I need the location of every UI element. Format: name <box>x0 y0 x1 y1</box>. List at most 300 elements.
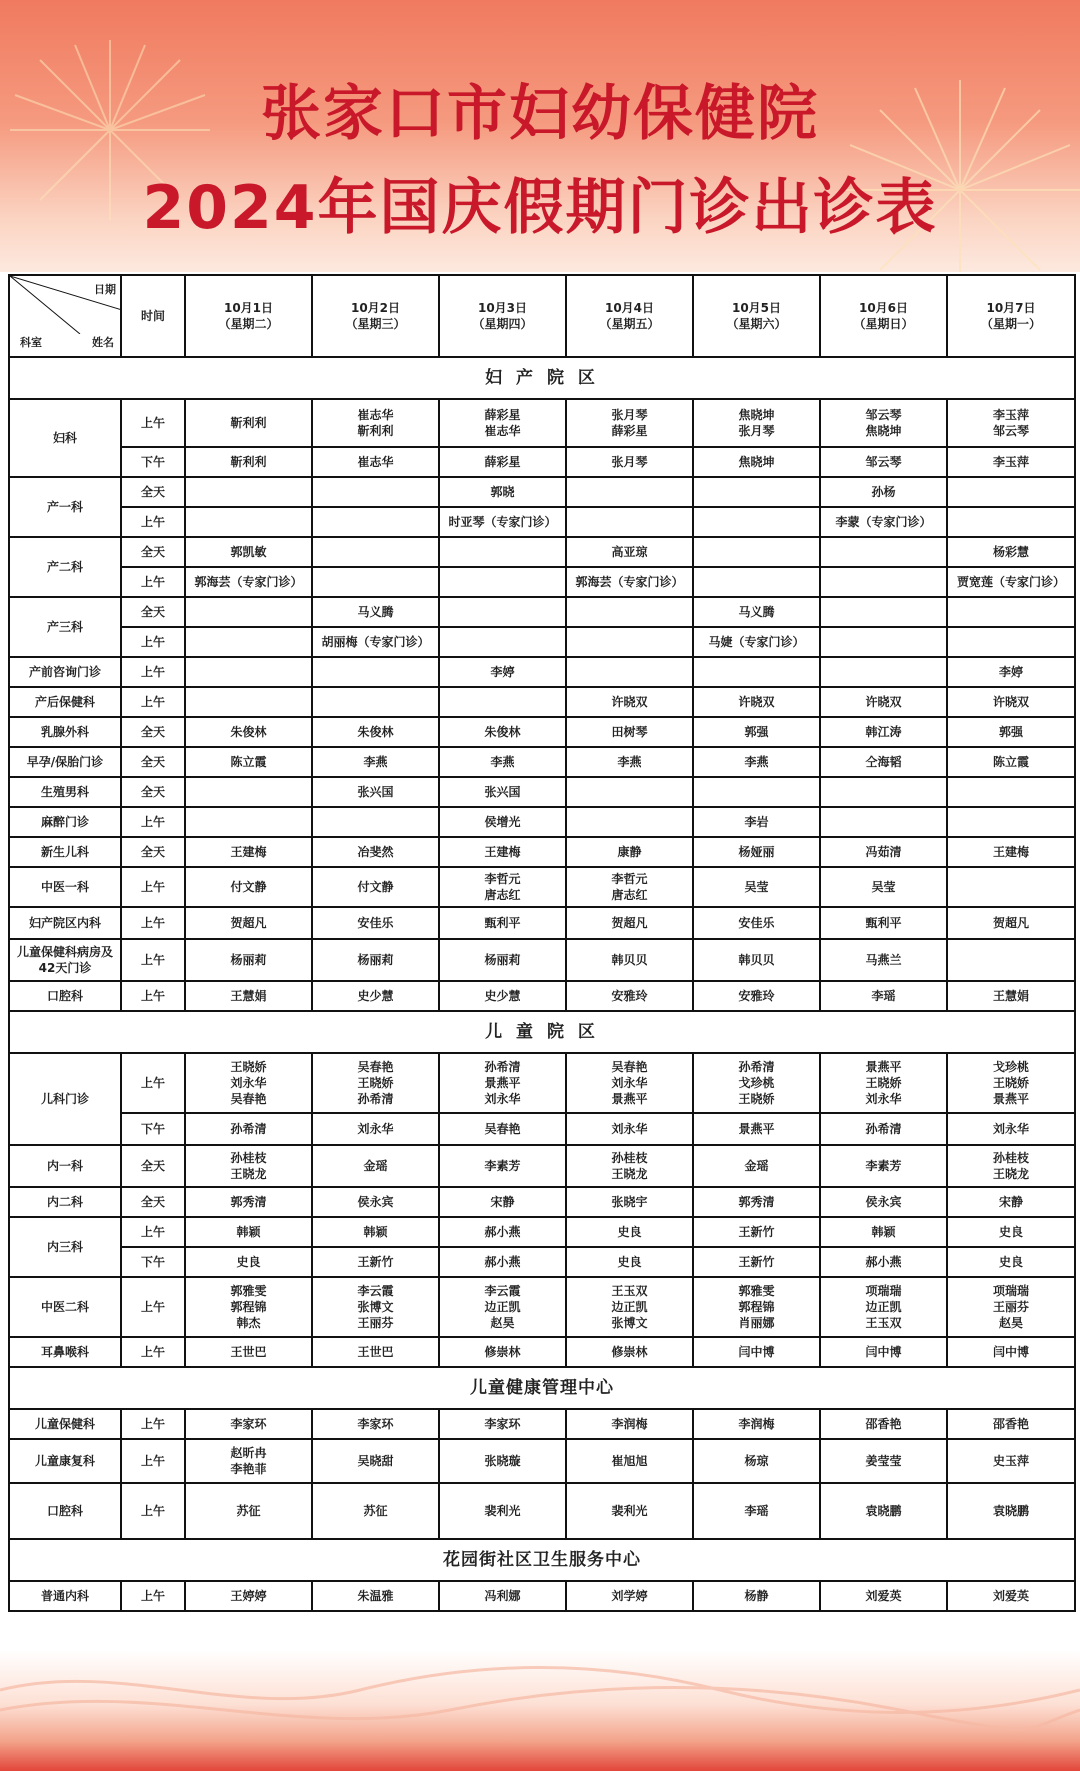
doctor-cell: 朱温雅 <box>312 1581 439 1611</box>
doctor-cell: 刘永华 <box>947 1113 1075 1145</box>
table-row <box>9 657 1075 687</box>
doctor-cell: 李云霞 张博文 王丽芬 <box>312 1277 439 1337</box>
dept-cell: 儿童保健科病房及 42天门诊 <box>9 939 121 981</box>
time-cell: 上午 <box>121 1581 185 1611</box>
doctor-cell <box>312 807 439 837</box>
day-header-3 <box>439 275 566 357</box>
table-row <box>9 1409 1075 1439</box>
doctor-cell <box>820 807 947 837</box>
day-header-1 <box>185 275 312 357</box>
time-cell: 上午 <box>121 1439 185 1483</box>
doctor-cell <box>439 537 566 567</box>
doctor-cell: 张月琴 <box>566 447 693 477</box>
doctor-cell: 项瑞瑞 边正凯 王玉双 <box>820 1277 947 1337</box>
time-cell: 全天 <box>121 597 185 627</box>
schedule-table-body <box>9 357 1075 1611</box>
doctor-cell: 康静 <box>566 837 693 867</box>
doctor-cell: 闫中博 <box>693 1337 820 1367</box>
doctor-cell: 闫中博 <box>820 1337 947 1367</box>
doctor-cell <box>185 687 312 717</box>
doctor-cell: 许晓双 <box>947 687 1075 717</box>
doctor-cell <box>820 567 947 597</box>
doctor-cell: 付文静 <box>312 867 439 907</box>
dept-cell: 生殖男科 <box>9 777 121 807</box>
doctor-cell: 张兴国 <box>439 777 566 807</box>
doctor-cell: 王慧娟 <box>185 981 312 1011</box>
table-corner-cell <box>9 275 121 357</box>
doctor-cell: 郭雅雯 郭程锦 韩杰 <box>185 1277 312 1337</box>
doctor-cell: 王慧娟 <box>947 981 1075 1011</box>
time-cell: 全天 <box>121 537 185 567</box>
doctor-cell <box>312 657 439 687</box>
time-cell: 上午 <box>121 1337 185 1367</box>
dept-cell: 普通内科 <box>9 1581 121 1611</box>
doctor-cell: 赵昕冉 李艳菲 <box>185 1439 312 1483</box>
day-weekday: （星期二） <box>218 317 279 331</box>
doctor-cell: 许晓双 <box>566 687 693 717</box>
footer-decoration <box>0 1650 1080 1771</box>
time-cell: 上午 <box>121 687 185 717</box>
day-weekday: （星期一） <box>980 317 1041 331</box>
time-cell: 下午 <box>121 447 185 477</box>
time-cell: 上午 <box>121 627 185 657</box>
doctor-cell: 王婷婷 <box>185 1581 312 1611</box>
doctor-cell: 邹云琴 焦晓坤 <box>820 399 947 447</box>
doctor-cell <box>566 597 693 627</box>
doctor-cell: 王建梅 <box>947 837 1075 867</box>
page-title-line1: 张家口市妇幼保健院 <box>261 79 819 149</box>
corner-name-label: 姓名 <box>92 336 114 349</box>
doctor-cell: 李燕 <box>566 747 693 777</box>
doctor-cell: 王新竹 <box>693 1247 820 1277</box>
doctor-cell: 邵香艳 <box>820 1409 947 1439</box>
doctor-cell: 李婷 <box>947 657 1075 687</box>
doctor-cell <box>312 567 439 597</box>
doctor-cell: 安雅玲 <box>693 981 820 1011</box>
doctor-cell: 侯永宾 <box>820 1187 947 1217</box>
dept-cell: 内二科 <box>9 1187 121 1217</box>
dept-cell: 儿科门诊 <box>9 1053 121 1145</box>
doctor-cell: 陈立霞 <box>947 747 1075 777</box>
doctor-cell: 李素芳 <box>439 1145 566 1187</box>
time-cell: 上午 <box>121 657 185 687</box>
schedule-table <box>8 274 1076 1612</box>
doctor-cell: 马义腾 <box>693 597 820 627</box>
doctor-cell <box>566 777 693 807</box>
time-cell: 上午 <box>121 1483 185 1539</box>
dept-cell: 妇产院区内科 <box>9 907 121 939</box>
doctor-cell: 史良 <box>566 1217 693 1247</box>
dept-cell: 妇科 <box>9 399 121 477</box>
doctor-cell: 李素芳 <box>820 1145 947 1187</box>
doctor-cell: 李润梅 <box>566 1409 693 1439</box>
table-row <box>9 939 1075 981</box>
doctor-cell: 甄利平 <box>820 907 947 939</box>
doctor-cell: 修崇林 <box>566 1337 693 1367</box>
doctor-cell: 李瑶 <box>693 1483 820 1539</box>
doctor-cell <box>693 477 820 507</box>
doctor-cell: 杨琼 <box>693 1439 820 1483</box>
doctor-cell: 韩贝贝 <box>566 939 693 981</box>
doctor-cell: 孙希清 戈珍桃 王晓娇 <box>693 1053 820 1113</box>
doctor-cell: 孙桂枝 王晓龙 <box>566 1145 693 1187</box>
doctor-cell: 张月琴 薛彩星 <box>566 399 693 447</box>
doctor-cell: 姜莹莹 <box>820 1439 947 1483</box>
doctor-cell <box>185 657 312 687</box>
doctor-cell: 李瑶 <box>820 981 947 1011</box>
doctor-cell: 安雅玲 <box>566 981 693 1011</box>
table-row <box>9 837 1075 867</box>
doctor-cell <box>947 867 1075 907</box>
doctor-cell <box>947 627 1075 657</box>
doctor-cell: 刘爱英 <box>947 1581 1075 1611</box>
table-row <box>9 507 1075 537</box>
table-row <box>9 1483 1075 1539</box>
doctor-cell: 郭秀清 <box>693 1187 820 1217</box>
time-header: 时间 <box>121 275 185 357</box>
day-header-6 <box>820 275 947 357</box>
section-title: 儿童健康管理中心 <box>9 1367 1075 1409</box>
doctor-cell: 袁晓鹏 <box>947 1483 1075 1539</box>
doctor-cell: 张晓宇 <box>566 1187 693 1217</box>
doctor-cell <box>312 477 439 507</box>
doctor-cell: 王新竹 <box>312 1247 439 1277</box>
doctor-cell <box>439 597 566 627</box>
doctor-cell: 许晓双 <box>820 687 947 717</box>
doctor-cell: 杨娅丽 <box>693 837 820 867</box>
table-row <box>9 747 1075 777</box>
doctor-cell: 杨丽莉 <box>439 939 566 981</box>
doctor-cell <box>693 567 820 597</box>
doctor-cell <box>693 657 820 687</box>
doctor-cell: 孙桂枝 王晓龙 <box>185 1145 312 1187</box>
day-weekday: （星期五） <box>599 317 660 331</box>
dept-cell: 麻醉门诊 <box>9 807 121 837</box>
section-title: 妇 产 院 区 <box>9 357 1075 399</box>
doctor-cell <box>566 507 693 537</box>
doctor-cell: 张晓璇 <box>439 1439 566 1483</box>
table-row <box>9 399 1075 447</box>
time-cell: 上午 <box>121 1053 185 1113</box>
time-cell: 上午 <box>121 567 185 597</box>
dept-cell: 儿童保健科 <box>9 1409 121 1439</box>
table-row <box>9 627 1075 657</box>
doctor-cell: 郭凯敏 <box>185 537 312 567</box>
table-row <box>9 447 1075 477</box>
doctor-cell: 郝小燕 <box>439 1217 566 1247</box>
doctor-cell: 刘永华 <box>566 1113 693 1145</box>
table-row <box>9 867 1075 907</box>
day-weekday: （星期日） <box>853 317 914 331</box>
doctor-cell: 杨丽莉 <box>185 939 312 981</box>
doctor-cell: 宋静 <box>439 1187 566 1217</box>
time-cell: 全天 <box>121 1187 185 1217</box>
doctor-cell: 李润梅 <box>693 1409 820 1439</box>
doctor-cell: 李燕 <box>693 747 820 777</box>
page-title-line2: 2024年国庆假期门诊出诊表 <box>142 173 938 243</box>
doctor-cell <box>185 777 312 807</box>
doctor-cell <box>947 597 1075 627</box>
doctor-cell: 杨静 <box>693 1581 820 1611</box>
doctor-cell: 王晓娇 刘永华 吴春艳 <box>185 1053 312 1113</box>
day-date: 10月6日 <box>858 301 909 315</box>
doctor-cell: 田树琴 <box>566 717 693 747</box>
doctor-cell <box>566 807 693 837</box>
doctor-cell: 李云霞 边正凯 赵昊 <box>439 1277 566 1337</box>
doctor-cell: 朱俊林 <box>312 717 439 747</box>
doctor-cell: 苏征 <box>312 1483 439 1539</box>
doctor-cell: 韩颖 <box>185 1217 312 1247</box>
doctor-cell: 孙希清 <box>820 1113 947 1145</box>
doctor-cell: 郭海芸（专家门诊） <box>566 567 693 597</box>
time-cell: 全天 <box>121 747 185 777</box>
doctor-cell: 史玉萍 <box>947 1439 1075 1483</box>
doctor-cell: 韩贝贝 <box>693 939 820 981</box>
table-row <box>9 1581 1075 1611</box>
table-row <box>9 777 1075 807</box>
day-weekday: （星期三） <box>345 317 406 331</box>
table-row <box>9 1145 1075 1187</box>
doctor-cell <box>947 939 1075 981</box>
doctor-cell: 付文静 <box>185 867 312 907</box>
doctor-cell: 郝小燕 <box>820 1247 947 1277</box>
doctor-cell: 薛彩星 崔志华 <box>439 399 566 447</box>
doctor-cell: 邹云琴 <box>820 447 947 477</box>
day-weekday: （星期四） <box>472 317 533 331</box>
time-cell: 下午 <box>121 1113 185 1145</box>
doctor-cell: 韩颖 <box>312 1217 439 1247</box>
day-weekday: （星期六） <box>726 317 787 331</box>
section-row <box>9 1367 1075 1409</box>
section-row <box>9 357 1075 399</box>
doctor-cell: 郭强 <box>693 717 820 747</box>
doctor-cell <box>185 627 312 657</box>
table-row <box>9 1113 1075 1145</box>
day-header-2 <box>312 275 439 357</box>
doctor-cell: 侯永宾 <box>312 1187 439 1217</box>
dept-cell: 内三科 <box>9 1217 121 1277</box>
doctor-cell <box>947 507 1075 537</box>
day-date: 10月1日 <box>223 301 274 315</box>
doctor-cell: 靳利利 <box>185 399 312 447</box>
doctor-cell: 焦晓坤 张月琴 <box>693 399 820 447</box>
doctor-cell <box>693 777 820 807</box>
doctor-cell: 李燕 <box>312 747 439 777</box>
doctor-cell: 邵香艳 <box>947 1409 1075 1439</box>
doctor-cell <box>312 507 439 537</box>
doctor-cell: 郭秀清 <box>185 1187 312 1217</box>
day-date: 10月3日 <box>477 301 528 315</box>
doctor-cell <box>185 807 312 837</box>
table-row <box>9 567 1075 597</box>
doctor-cell: 郭雅雯 郭程锦 肖丽娜 <box>693 1277 820 1337</box>
doctor-cell: 李家环 <box>312 1409 439 1439</box>
doctor-cell: 吴莹 <box>693 867 820 907</box>
time-cell: 上午 <box>121 981 185 1011</box>
doctor-cell: 戈珍桃 王晓娇 景燕平 <box>947 1053 1075 1113</box>
schedule-table-wrapper <box>8 274 1074 1612</box>
dept-cell: 儿童康复科 <box>9 1439 121 1483</box>
day-date: 10月2日 <box>350 301 401 315</box>
table-row <box>9 807 1075 837</box>
doctor-cell <box>820 657 947 687</box>
corner-date-label: 日期 <box>94 283 116 296</box>
doctor-cell: 侯增光 <box>439 807 566 837</box>
table-row <box>9 597 1075 627</box>
section-row <box>9 1539 1075 1581</box>
doctor-cell: 杨丽莉 <box>312 939 439 981</box>
doctor-cell: 崔志华 靳利利 <box>312 399 439 447</box>
day-date: 10月4日 <box>604 301 655 315</box>
doctor-cell: 吴春艳 刘永华 景燕平 <box>566 1053 693 1113</box>
doctor-cell: 史良 <box>947 1247 1075 1277</box>
doctor-cell: 崔旭旭 <box>566 1439 693 1483</box>
doctor-cell: 马婕（专家门诊） <box>693 627 820 657</box>
doctor-cell: 许晓双 <box>693 687 820 717</box>
doctor-cell: 李玉萍 <box>947 447 1075 477</box>
table-row <box>9 477 1075 507</box>
dept-cell: 口腔科 <box>9 1483 121 1539</box>
doctor-cell: 李家环 <box>185 1409 312 1439</box>
doctor-cell: 吴春艳 <box>439 1113 566 1145</box>
doctor-cell: 杨彩慧 <box>947 537 1075 567</box>
doctor-cell: 王新竹 <box>693 1217 820 1247</box>
doctor-cell <box>947 477 1075 507</box>
cloud-pattern-icon <box>0 1650 1080 1771</box>
doctor-cell: 马燕兰 <box>820 939 947 981</box>
doctor-cell: 朱俊林 <box>185 717 312 747</box>
doctor-cell: 刘学婷 <box>566 1581 693 1611</box>
doctor-cell: 史良 <box>566 1247 693 1277</box>
doctor-cell <box>439 687 566 717</box>
doctor-cell: 金瑶 <box>312 1145 439 1187</box>
doctor-cell: 贺超凡 <box>185 907 312 939</box>
doctor-cell: 刘永华 <box>312 1113 439 1145</box>
section-title: 儿 童 院 区 <box>9 1011 1075 1053</box>
doctor-cell: 韩颖 <box>820 1217 947 1247</box>
doctor-cell <box>820 627 947 657</box>
section-row <box>9 1011 1075 1053</box>
doctor-cell: 靳利利 <box>185 447 312 477</box>
dept-cell: 内一科 <box>9 1145 121 1187</box>
table-row <box>9 1053 1075 1113</box>
doctor-cell <box>312 537 439 567</box>
doctor-cell <box>439 567 566 597</box>
doctor-cell: 项瑞瑞 王丽芬 赵昊 <box>947 1277 1075 1337</box>
doctor-cell: 仝海韬 <box>820 747 947 777</box>
doctor-cell: 王建梅 <box>439 837 566 867</box>
dept-cell: 中医一科 <box>9 867 121 907</box>
doctor-cell: 李燕 <box>439 747 566 777</box>
doctor-cell: 史良 <box>185 1247 312 1277</box>
day-header-5 <box>693 275 820 357</box>
doctor-cell <box>693 537 820 567</box>
table-row <box>9 1277 1075 1337</box>
time-cell: 上午 <box>121 399 185 447</box>
doctor-cell: 李岩 <box>693 807 820 837</box>
doctor-cell: 陈立霞 <box>185 747 312 777</box>
doctor-cell: 李家环 <box>439 1409 566 1439</box>
doctor-cell: 焦晓坤 <box>693 447 820 477</box>
doctor-cell: 景燕平 王晓娇 刘永华 <box>820 1053 947 1113</box>
table-row <box>9 537 1075 567</box>
doctor-cell: 贺超凡 <box>947 907 1075 939</box>
dept-cell: 新生儿科 <box>9 837 121 867</box>
table-row <box>9 981 1075 1011</box>
doctor-cell: 金瑶 <box>693 1145 820 1187</box>
doctor-cell: 苏征 <box>185 1483 312 1539</box>
doctor-cell: 史少慧 <box>312 981 439 1011</box>
doctor-cell: 甄利平 <box>439 907 566 939</box>
doctor-cell <box>312 687 439 717</box>
table-row <box>9 687 1075 717</box>
dept-cell: 产后保健科 <box>9 687 121 717</box>
doctor-cell: 安佳乐 <box>693 907 820 939</box>
doctor-cell <box>566 627 693 657</box>
dept-cell: 产前咨询门诊 <box>9 657 121 687</box>
doctor-cell: 郭海芸（专家门诊） <box>185 567 312 597</box>
time-cell: 上午 <box>121 1277 185 1337</box>
doctor-cell <box>820 777 947 807</box>
doctor-cell: 崔志华 <box>312 447 439 477</box>
doctor-cell: 孙桂枝 王晓龙 <box>947 1145 1075 1187</box>
dept-cell: 耳鼻喉科 <box>9 1337 121 1367</box>
doctor-cell: 时亚琴（专家门诊） <box>439 507 566 537</box>
doctor-cell: 李玉萍 邹云琴 <box>947 399 1075 447</box>
doctor-cell: 吴晓甜 <box>312 1439 439 1483</box>
doctor-cell: 李婷 <box>439 657 566 687</box>
doctor-cell <box>566 657 693 687</box>
table-row <box>9 907 1075 939</box>
doctor-cell <box>820 597 947 627</box>
doctor-cell: 安佳乐 <box>312 907 439 939</box>
header-banner <box>0 0 1080 272</box>
doctor-cell: 袁晓鹏 <box>820 1483 947 1539</box>
doctor-cell: 史良 <box>947 1217 1075 1247</box>
doctor-cell: 郝小燕 <box>439 1247 566 1277</box>
doctor-cell: 冯利娜 <box>439 1581 566 1611</box>
doctor-cell: 薛彩星 <box>439 447 566 477</box>
dept-cell: 口腔科 <box>9 981 121 1011</box>
table-row <box>9 1247 1075 1277</box>
day-date: 10月5日 <box>731 301 782 315</box>
table-row <box>9 1217 1075 1247</box>
time-cell: 全天 <box>121 717 185 747</box>
dept-cell: 产二科 <box>9 537 121 597</box>
day-header-4 <box>566 275 693 357</box>
doctor-cell: 张兴国 <box>312 777 439 807</box>
doctor-cell: 王世巴 <box>312 1337 439 1367</box>
doctor-cell: 王建梅 <box>185 837 312 867</box>
doctor-cell <box>566 477 693 507</box>
doctor-cell: 李蒙（专家门诊） <box>820 507 947 537</box>
doctor-cell: 闫中博 <box>947 1337 1075 1367</box>
doctor-cell: 李哲元 唐志红 <box>439 867 566 907</box>
time-cell: 全天 <box>121 1145 185 1187</box>
doctor-cell <box>947 807 1075 837</box>
doctor-cell: 高亚琼 <box>566 537 693 567</box>
doctor-cell: 宋静 <box>947 1187 1075 1217</box>
doctor-cell: 吴春艳 王晓娇 孙希清 <box>312 1053 439 1113</box>
doctor-cell: 冶斐然 <box>312 837 439 867</box>
time-cell: 上午 <box>121 939 185 981</box>
time-cell: 全天 <box>121 477 185 507</box>
table-row <box>9 1187 1075 1217</box>
time-cell: 上午 <box>121 507 185 537</box>
doctor-cell: 孙杨 <box>820 477 947 507</box>
doctor-cell: 贺超凡 <box>566 907 693 939</box>
dept-cell: 产一科 <box>9 477 121 537</box>
